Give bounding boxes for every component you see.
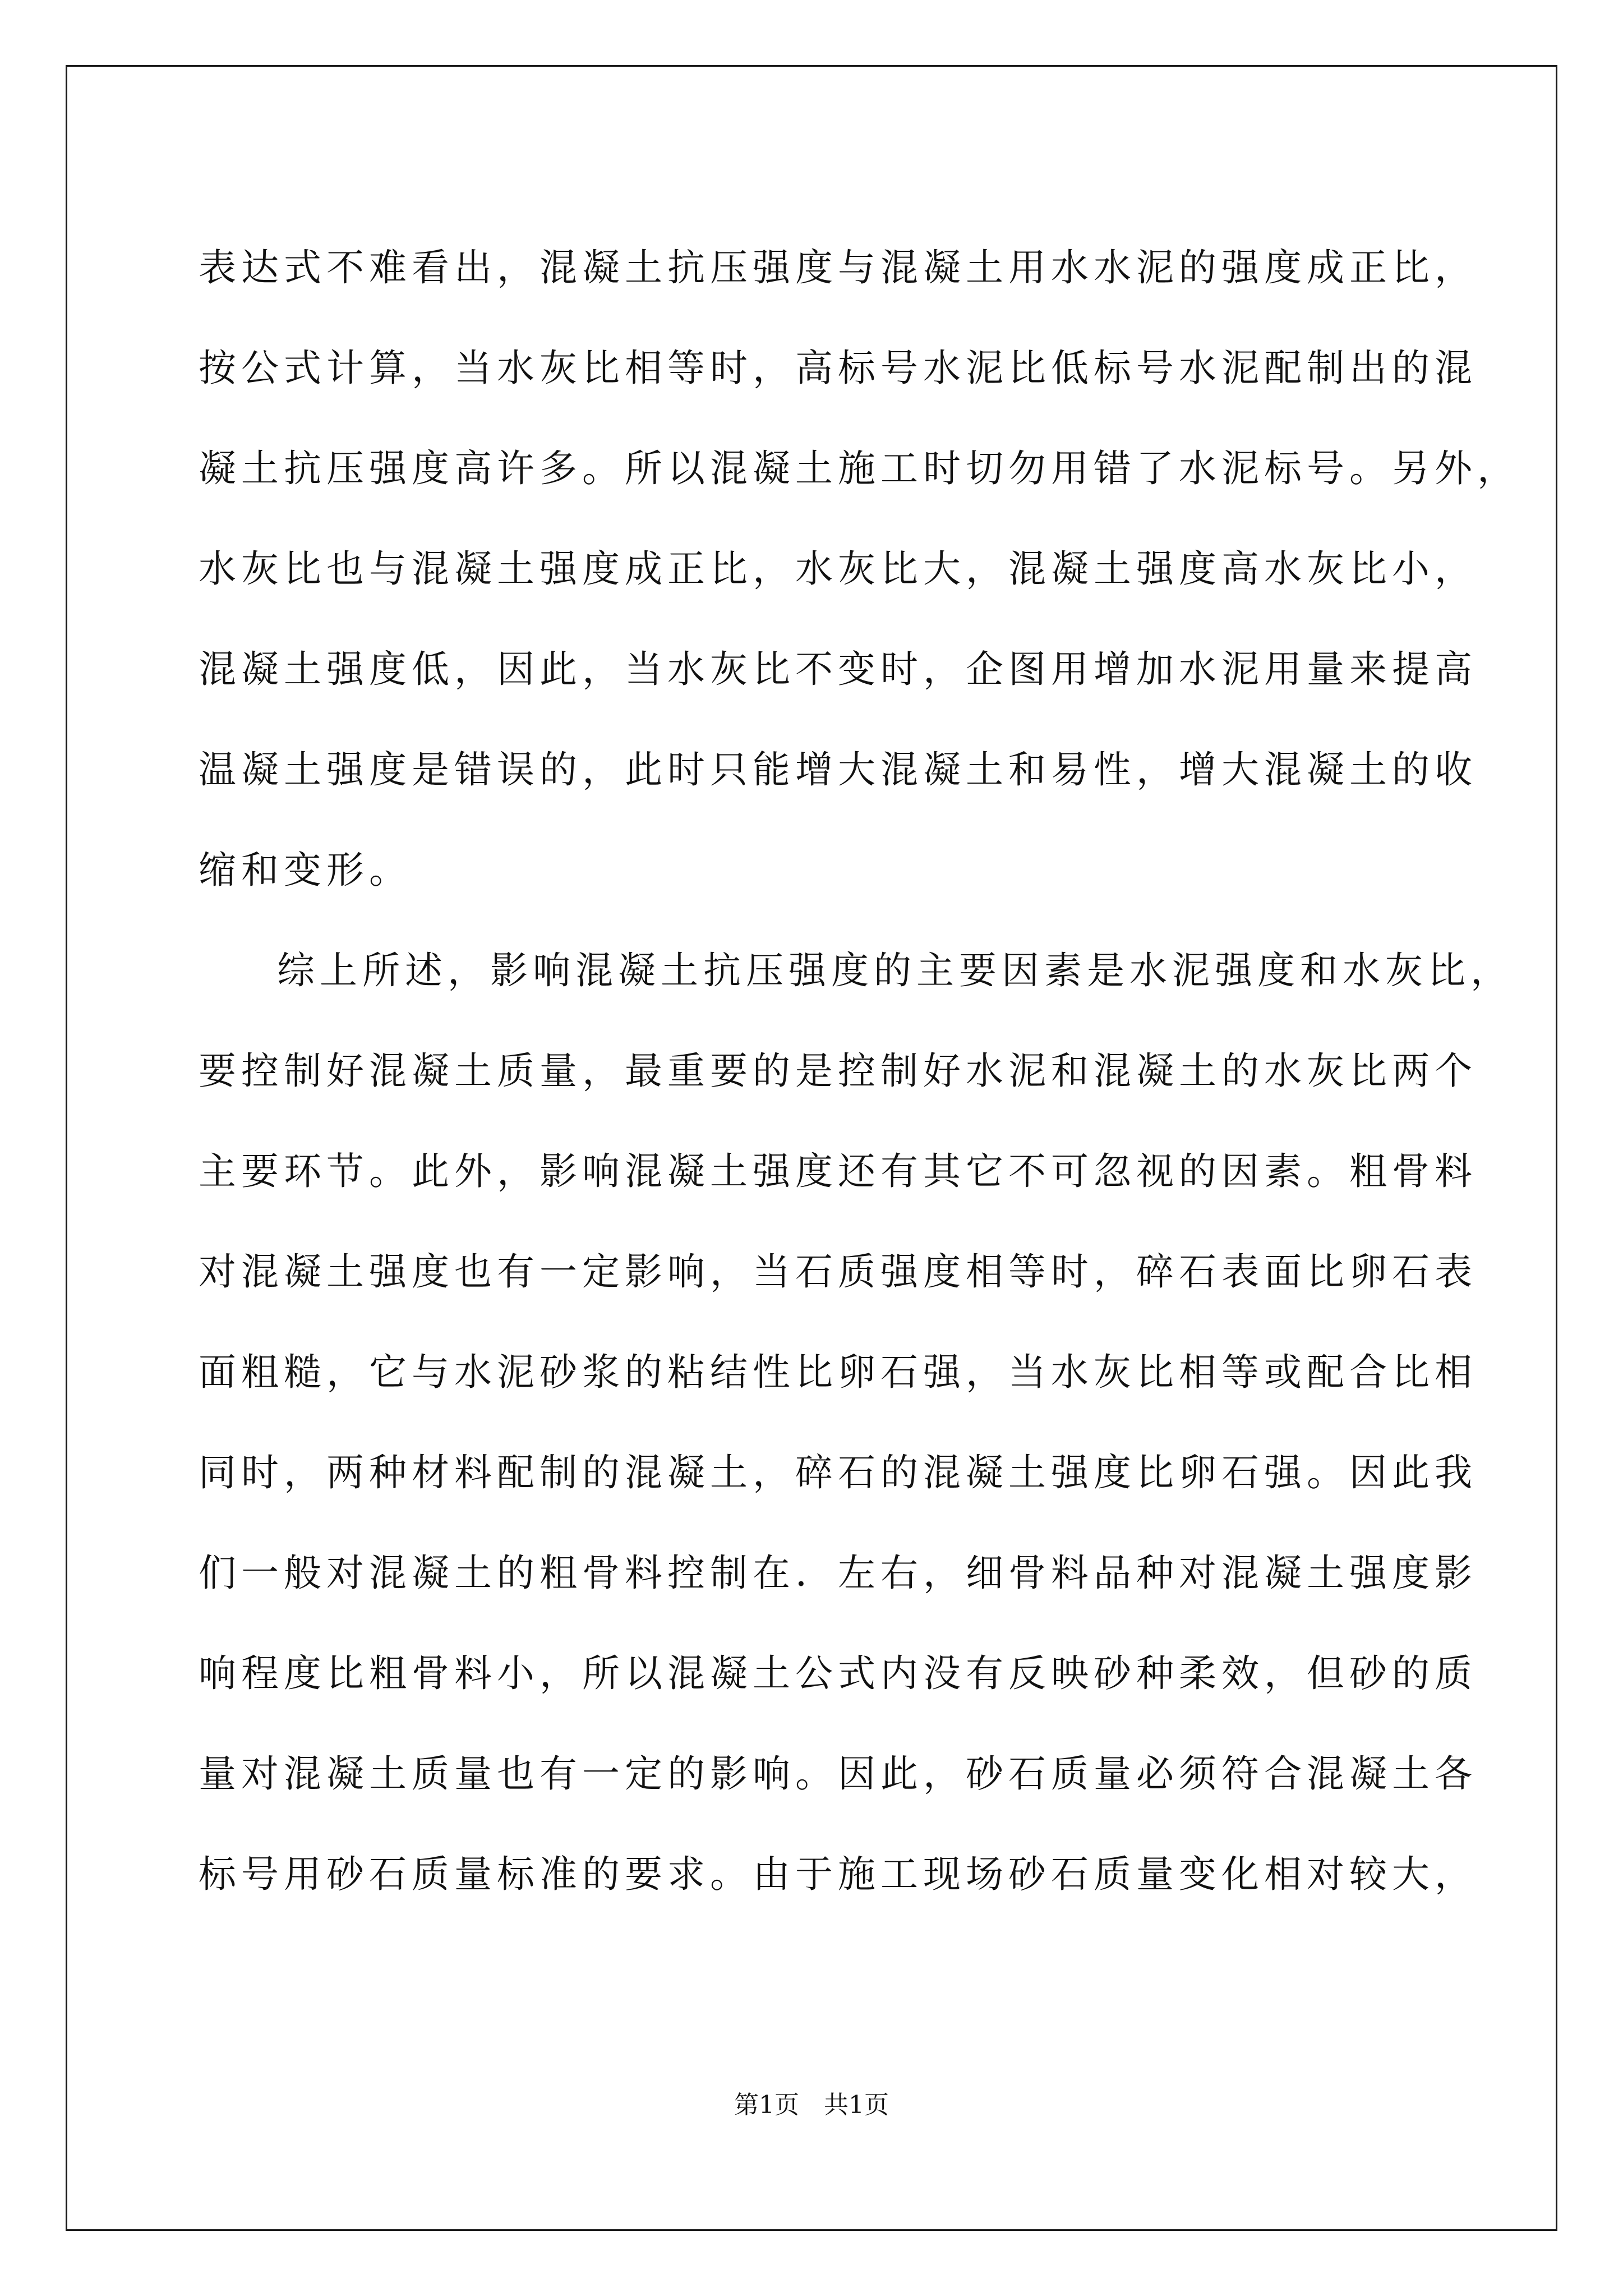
text-line: 同时，两种材料配制的混凝土，碎石的混凝土强度比卵石强。因此我 <box>199 1451 1477 1494</box>
text-line: 主要环节。此外，影响混凝土强度还有其它不可忽视的因素。粗骨料 <box>199 1149 1477 1193</box>
text-line: 面粗糙，它与水泥砂浆的粘结性比卵石强，当水灰比相等或配合比相 <box>199 1350 1477 1394</box>
text-line: 温凝土强度是错误的，此时只能增大混凝土和易性，增大混凝土的收 <box>199 748 1477 792</box>
text-line: 按公式计算，当水灰比相等时，高标号水泥比低标号水泥配制出的混 <box>199 346 1477 390</box>
text-line: 量对混凝土质量也有一定的影响。因此，砂石质量必须符合混凝土各 <box>199 1752 1477 1796</box>
page-number-footer: 第1页 共1页 <box>734 2091 889 2119</box>
text-line: 水灰比也与混凝土强度成正比，水灰比大，混凝土强度高水灰比小， <box>199 547 1477 591</box>
text-line: 混凝土强度低，因此，当水灰比不变时，企图用增加水泥用量来提高 <box>199 647 1477 691</box>
text-line: 们一般对混凝土的粗骨料控制在．左右，细骨料品种对混凝土强度影 <box>199 1551 1477 1595</box>
document-body <box>199 218 1520 1925</box>
text-line: 凝土抗压强度高许多。所以混凝土施工时切勿用错了水泥标号。另外， <box>199 447 1520 490</box>
text-line: 缩和变形。 <box>199 848 412 892</box>
text-line: 响程度比粗骨料小，所以混凝土公式内没有反映砂种柔效，但砂的质 <box>199 1651 1477 1695</box>
text-line: 标号用砂石质量标准的要求。由于施工现场砂石质量变化相对较大， <box>199 1852 1477 1896</box>
paragraph-first-line: 综上所述，影响混凝土抗压强度的主要因素是水泥强度和水灰比， <box>277 949 1513 992</box>
text-line: 要控制好混凝土质量，最重要的是控制好水泥和混凝土的水灰比两个 <box>199 1049 1477 1093</box>
text-line: 对混凝土强度也有一定影响，当石质强度相等时，碎石表面比卵石表 <box>199 1250 1477 1294</box>
text-line: 表达式不难看出，混凝土抗压强度与混凝土用水水泥的强度成正比， <box>199 246 1477 289</box>
